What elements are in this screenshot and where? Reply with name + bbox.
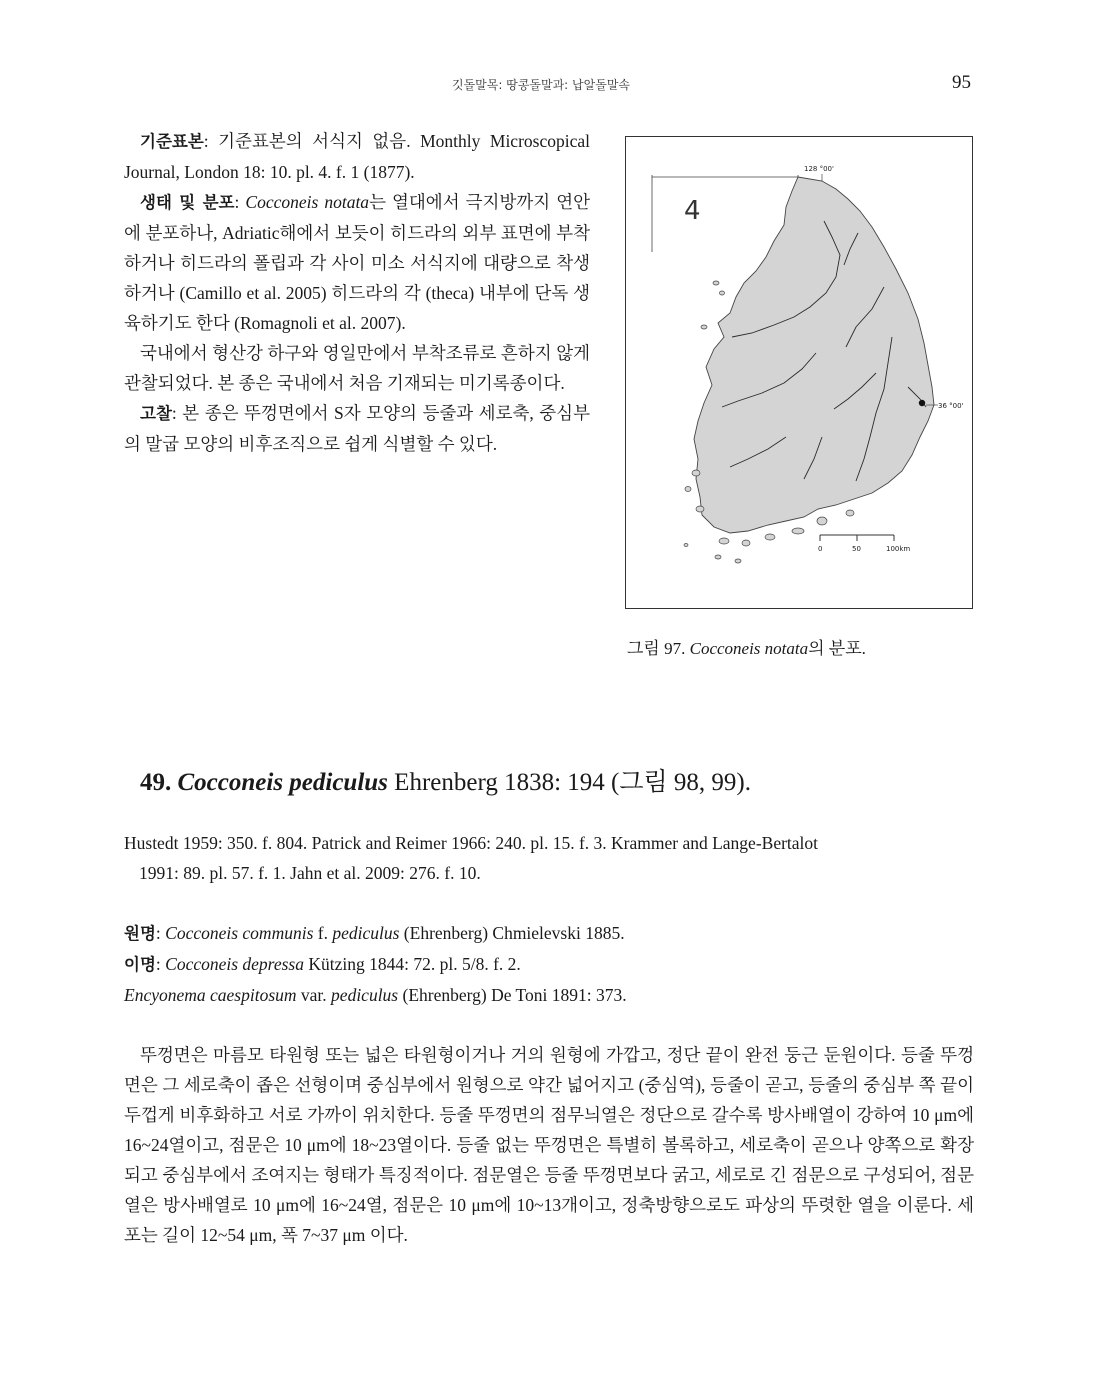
references-line-1: Hustedt 1959: 350. f. 804. Patrick and Reimer 1966: 240. pl. 15. f. 3. Krammer and Lange-Bertalot — [124, 833, 819, 853]
references-block — [124, 828, 974, 888]
basionym-line — [124, 918, 974, 949]
species-authority: Ehrenberg 1838: 194 (그림 98, 99). — [387, 769, 751, 796]
species-number: 49. — [140, 769, 172, 796]
map-latitude-label: 36 °00' — [938, 402, 964, 410]
island — [701, 325, 707, 329]
distribution-map — [625, 136, 973, 609]
synonym-sep: : — [155, 954, 166, 974]
basionym-name: Cocconeis communis — [165, 923, 314, 943]
synonym-author: Kützing 1844: 72. pl. 5/8. f. 2. — [303, 954, 521, 974]
remarks-label: 고찰 — [140, 404, 172, 423]
island — [696, 506, 704, 512]
ecology-label: 생태 및 분포 — [140, 193, 235, 212]
synonym2-name: Encyonema caespitosum — [124, 985, 297, 1005]
page-number: 95 — [952, 72, 971, 93]
figure-caption — [627, 634, 866, 659]
island — [692, 470, 700, 476]
species-heading — [140, 762, 751, 798]
ecology-species: Cocconeis notata — [245, 192, 370, 212]
synonym-label: 이명 — [124, 955, 156, 974]
synonymy-block — [124, 918, 974, 1010]
left-column — [124, 126, 590, 459]
island — [684, 544, 688, 547]
korea-note-paragraph: 국내에서 형산강 하구와 영일만에서 부착조류로 흔하지 않게 관찰되었다. 본 종은 국내에서 처음 기재되는 미기록종이다. — [124, 343, 590, 393]
basionym-author: (Ehrenberg) Chmielevski 1885. — [399, 923, 625, 943]
description-paragraph: 뚜껑면은 마름모 타원형 또는 넓은 타원형이거나 거의 원형에 가깝고, 정단 끝이 완전 둥근 둔원이다. 등줄 뚜껑면은 그 세로축이 좁은 선형이며 중심부에서 원형으로 약간 넓어지고 (중심역), 등줄이 곧고, 등줄의 중심부 쪽 끝이 두껍게 비후화하고 서로 가까이 위치한다. 등줄 뚜껑면의 점무늬열은 정단으로 갈수록 방사배열이 강하여 10 μm에 16~24열이고, 점문은 10 μm에 18~23열이다. 등줄 없는 뚜껑면은 특별히 볼록하고, 세로축이 곧으나 양쪽으로 확장되고 중심부에서 조여지는 형태가 특징적이다. 점문열은 등줄 뚜껑면보다 굵고, 세로로 긴 점문으로 구성되어, 점문열은 방사배열로 10 μm에 16~24열, 점문은 10 μm에 10~13개이고, 정축방향으로도 파상의 뚜렷한 열을 이룬다. 세포는 길이 12~54 μm, 폭 7~37 μm 이다. — [124, 1045, 974, 1245]
island — [720, 291, 725, 295]
map-longitude-label: 128 °00' — [804, 165, 834, 173]
island — [792, 528, 804, 534]
remarks-paragraph — [124, 398, 590, 459]
island — [735, 559, 741, 563]
description-block — [124, 1040, 974, 1250]
type-specimen-text: : 기준표본의 서식지 없음. Monthly Microscopical Journal, London 18: 10. pl. 4. f. 1 (1877). — [124, 131, 590, 182]
map-panel-number: 4 — [684, 196, 701, 226]
island — [765, 534, 775, 540]
island — [715, 555, 721, 559]
island — [713, 281, 719, 285]
island — [742, 540, 750, 546]
caption-species: Cocconeis notata — [689, 639, 809, 658]
island — [685, 487, 691, 492]
type-specimen-label: 기준표본 — [140, 132, 204, 151]
species-name: Cocconeis pediculus — [177, 769, 388, 796]
synonym-name: Cocconeis depressa — [165, 954, 304, 974]
basionym-infra: pediculus — [332, 923, 400, 943]
map-scale-bar — [818, 535, 910, 553]
caption-suffix: 의 분포. — [808, 639, 866, 658]
scale-label-50: 50 — [852, 545, 861, 553]
island — [719, 538, 729, 544]
synonym-line — [124, 949, 974, 980]
remarks-text: : 본 종은 뚜껑면에서 S자 모양의 등줄과 세로축, 중심부의 말굽 모양의 비후조직으로 쉽게 식별할 수 있다. — [124, 403, 590, 454]
map-neatline-top — [652, 175, 798, 177]
ecology-text: 는 열대에서 극지방까지 연안에 분포하나, Adriatic해에서 보듯이 히드라의 외부 표면에 부착하거나 히드라의 폴립과 각 사이 미소 서식지에 대량으로 착생하거나 (Camillo et al. 2005) 히드라의 각 (theca) 내부에 단독 생육하기도 한다 (Romagnoli et al. 2007). — [124, 192, 591, 333]
ecology-sep: : — [234, 192, 246, 212]
running-head: 깃돌말목: 땅콩돌말과: 납알돌말속 — [452, 78, 631, 92]
synonym2-author: (Ehrenberg) De Toni 1891: 373. — [398, 985, 627, 1005]
island — [817, 517, 827, 525]
sampling-site-dot — [919, 400, 925, 406]
references-line-2: 1991: 89. pl. 57. f. 1. Jahn et al. 2009: 276. f. 10. — [139, 863, 481, 883]
korea-map-svg — [626, 137, 974, 610]
synonym2-rank: var. — [296, 985, 332, 1005]
scale-label-100: 100km — [886, 545, 911, 553]
scale-label-0: 0 — [818, 545, 823, 553]
basionym-label: 원명 — [124, 924, 156, 943]
synonym2-line — [124, 980, 974, 1010]
type-specimen-paragraph — [124, 126, 590, 187]
basionym-sep: : — [155, 923, 166, 943]
synonym2-infra: pediculus — [331, 985, 399, 1005]
caption-prefix: 그림 97. — [627, 639, 690, 658]
basionym-rank: f. — [313, 923, 333, 943]
ecology-paragraph — [124, 187, 590, 338]
island — [846, 510, 854, 516]
